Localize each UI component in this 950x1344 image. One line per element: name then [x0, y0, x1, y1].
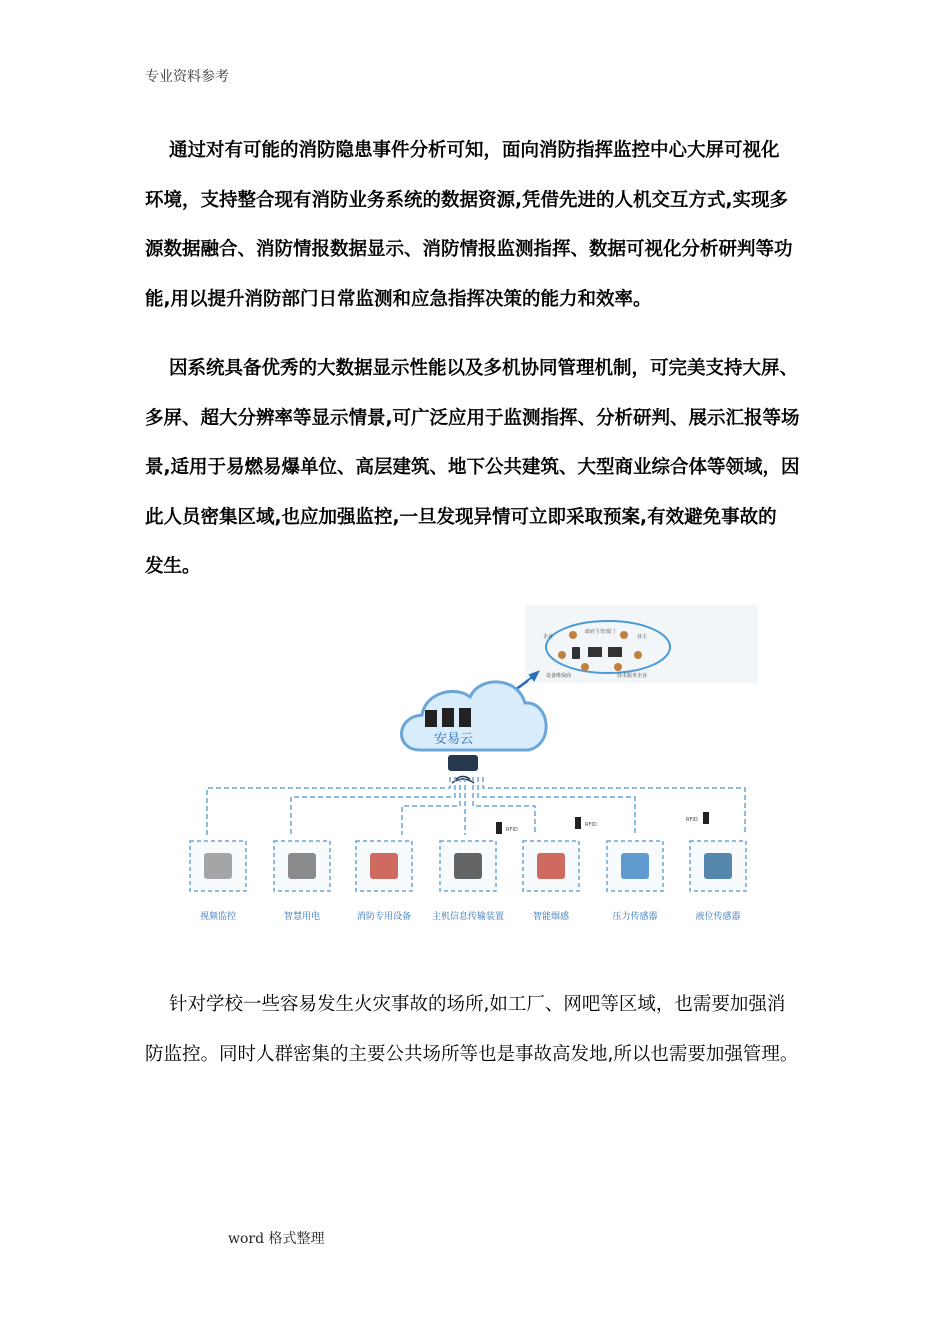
rfid-readers — [496, 812, 709, 834]
paragraph-2 — [145, 344, 813, 592]
gateway-icon — [448, 755, 478, 771]
device-label: 压力传感器 — [612, 912, 658, 922]
device-icon — [288, 853, 316, 879]
ring-background — [525, 605, 758, 683]
laptop-icon — [588, 647, 602, 657]
connection-lines — [207, 777, 745, 835]
device-icon — [537, 853, 565, 879]
device-icon — [370, 853, 398, 879]
system-diagram — [180, 605, 758, 935]
device-label: 智慧用电 — [283, 912, 321, 922]
ring-label-right: 业主 — [637, 634, 648, 640]
rfid-reader-icon — [703, 812, 709, 824]
rfid-label: RFID — [686, 817, 698, 823]
person-icon — [620, 631, 628, 639]
paragraph-line: 环境，支持整合现有消防业务系统的数据资源,凭借先进的人机交互方式,实现多 — [145, 189, 789, 211]
phone-icon — [572, 647, 580, 659]
rfid-reader-icon — [496, 822, 502, 834]
person-icon — [569, 631, 577, 639]
cloud — [401, 682, 546, 750]
device-label: 主机信息传输装置 — [431, 912, 505, 922]
device-label: 视频监控 — [199, 912, 237, 922]
person-icon — [581, 663, 589, 671]
server-icon — [459, 708, 471, 727]
page-footer: word 格式整理 — [228, 1231, 325, 1247]
device-label: 智能烟感 — [532, 912, 570, 922]
paragraph-line: 多屏、超大分辨率等显示情景,可广泛应用于监测指挥、分析研判、展示汇报等场 — [145, 407, 800, 429]
rfid-label: RFID — [506, 827, 518, 833]
device-icon — [204, 853, 232, 879]
ring-label-left: 企业 — [543, 634, 554, 640]
ring-label-center: 政府主管部门 — [585, 629, 616, 635]
ring-label-bottom-right: 技术服务企业 — [617, 673, 648, 679]
paragraph-line: 发生。 — [145, 556, 201, 577]
device-icon — [704, 853, 732, 879]
person-icon — [614, 663, 622, 671]
paragraph-line: 通过对有可能的消防隐患事件分析可知，面向消防指挥监控中心大屏可视化 — [169, 140, 780, 161]
paragraph-line: 景,适用于易燃易爆单位、高层建筑、地下公共建筑、大型商业综合体等领域，因 — [145, 457, 800, 478]
cloud-label: 安易云 — [434, 732, 474, 747]
paragraph-3 — [145, 980, 813, 1079]
person-icon — [558, 651, 566, 659]
device-icon — [621, 853, 649, 879]
server-icon — [425, 710, 437, 727]
rfid-label: RFID — [585, 822, 597, 828]
tablet-icon — [608, 647, 622, 657]
paragraph-line: 能,用以提升消防部门日常监测和应急指挥决策的能力和效率。 — [145, 288, 652, 310]
paragraph-line: 因系统具备优秀的大数据显示性能以及多机协同管理机制，可完美支持大屏、 — [169, 358, 799, 379]
paragraph-1 — [145, 126, 813, 324]
server-icon — [442, 708, 454, 727]
paragraph-line: 此人员密集区域,也应加强监控,一旦发现异情可立即采取预案,有效避免事故的 — [145, 506, 777, 528]
paragraph-line: 防监控。同时人群密集的主要公共场所等也是事故高发地,所以也需要加强管理。 — [145, 1043, 799, 1065]
page-header: 专业资料参考 — [145, 69, 229, 85]
device-icon — [454, 853, 482, 879]
rfid-reader-icon — [575, 817, 581, 829]
device-label: 液位传感器 — [695, 912, 741, 922]
ring-label-bottom-left: 设备维保商 — [546, 673, 572, 679]
device-boxes — [190, 841, 746, 922]
person-icon — [634, 651, 642, 659]
cloud-shape — [401, 682, 546, 750]
device-label: 消防专用设备 — [356, 912, 412, 922]
paragraph-line: 针对学校一些容易发生火灾事故的场所,如工厂、网吧等区域，也需要加强消 — [169, 994, 786, 1015]
paragraph-line: 源数据融合、消防情报数据显示、消防情报监测指挥、数据可视化分析研判等功 — [145, 239, 793, 260]
